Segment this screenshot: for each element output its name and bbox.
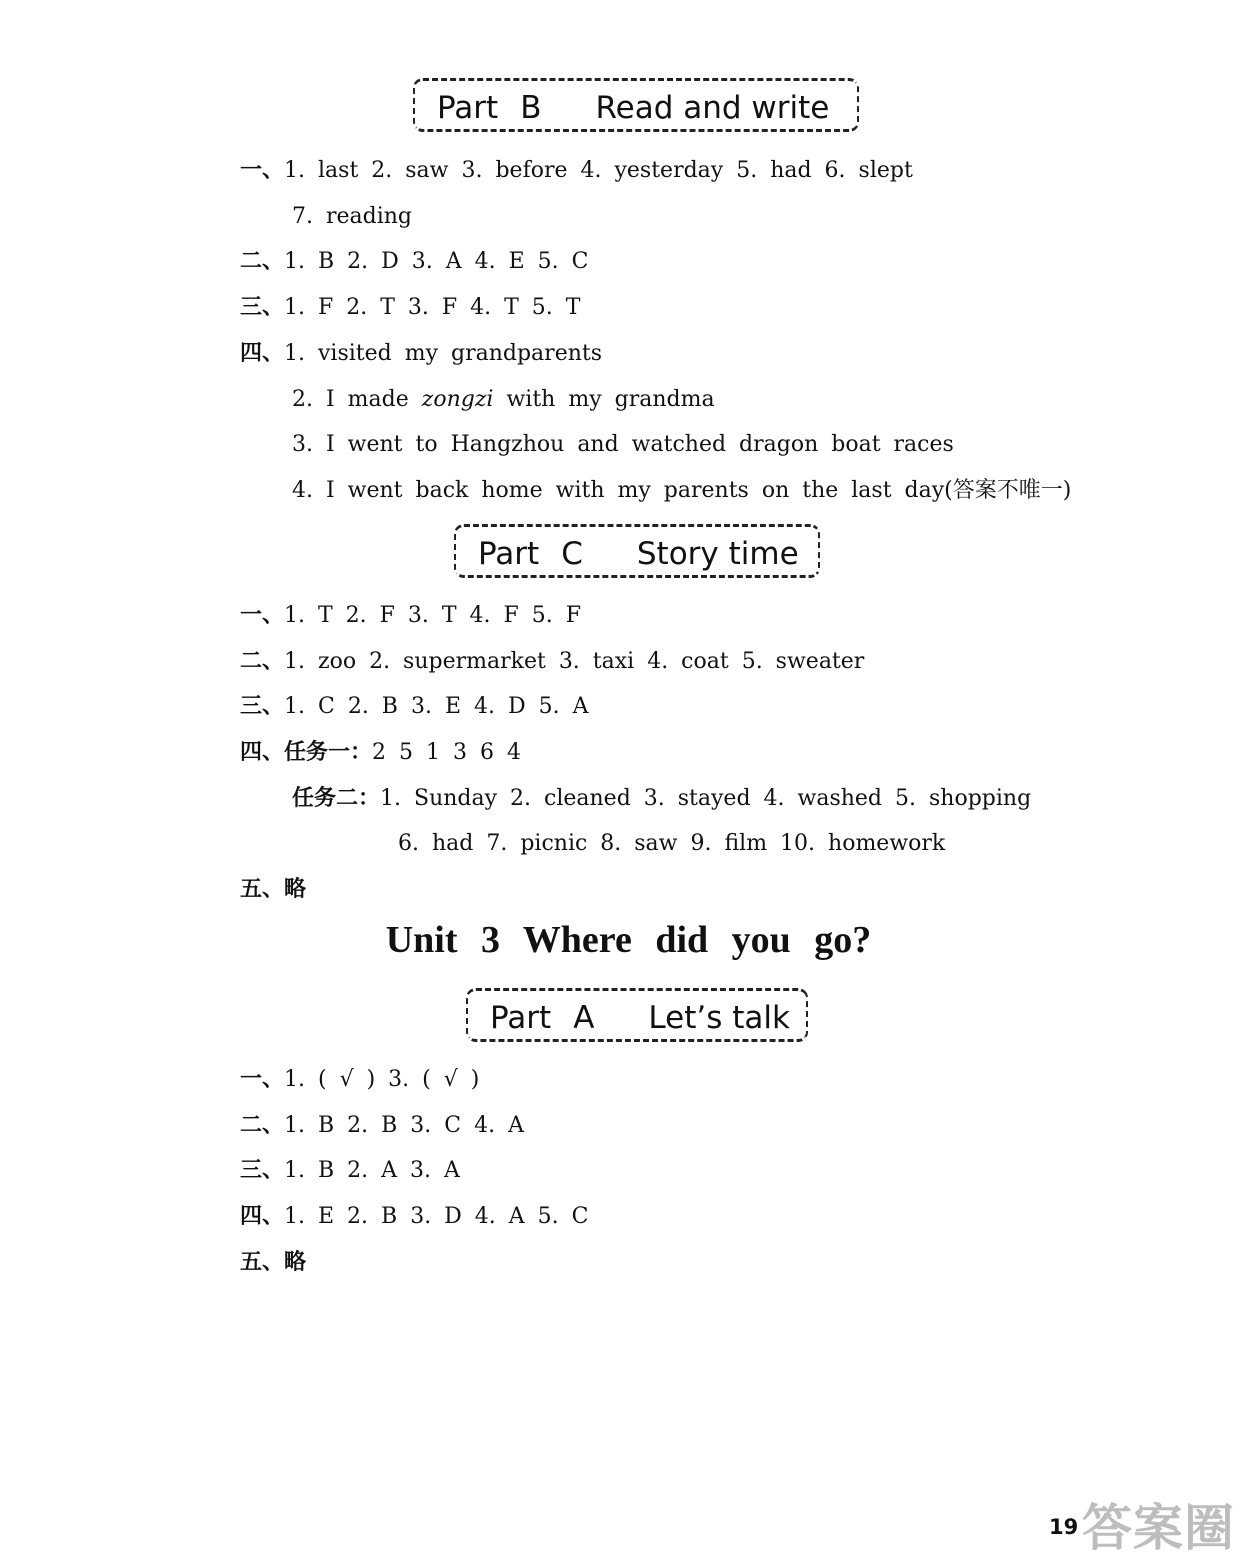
answer-text: 1. E 2. B 3. D 4. A 5. C xyxy=(284,1204,589,1229)
part-a-header xyxy=(466,988,808,1042)
answer-italic-word: zongzi xyxy=(421,387,494,412)
answer-text: 1. Sunday 2. cleaned 3. stayed 4. washed 5. shopping xyxy=(380,786,1032,811)
part-b-q4-4: 4. I went back home with my parents on the last day(答案不唯一) xyxy=(292,478,1072,503)
question-label: 五、 xyxy=(240,877,285,902)
answer-text: with my grandma xyxy=(493,387,715,412)
answer-text: 2. I made xyxy=(292,387,422,412)
question-label: 三、 xyxy=(240,694,285,719)
part-a-q1 xyxy=(240,1065,479,1095)
question-label: 一、 xyxy=(240,1067,285,1092)
part-title: Story time xyxy=(636,536,799,572)
part-c-q3 xyxy=(240,692,589,722)
answer-text: 1. T 2. F 3. T 4. F 5. F xyxy=(284,603,582,628)
part-b-q4-3: 3. I went to Hangzhou and watched dragon boat races xyxy=(292,432,954,457)
question-label: 五、 xyxy=(240,1250,285,1275)
question-label: 四、 xyxy=(240,740,285,765)
answer-text: 1. ( √ ) 3. ( √ ) xyxy=(284,1067,480,1092)
part-letter: B xyxy=(520,90,542,126)
task-label: 任务二： xyxy=(292,786,381,811)
part-b-q1-cont: 7. reading xyxy=(292,204,413,229)
answer-text: 1. F 2. T 3. F 4. T 5. T xyxy=(284,295,581,320)
part-letter: C xyxy=(561,536,583,572)
answer-text: 1. visited my grandparents xyxy=(284,341,603,366)
unit-title: Unit 3 Where did you go? xyxy=(385,919,872,961)
part-c-q4 xyxy=(240,738,521,768)
answer-text: 1. B 2. D 3. A 4. E 5. C xyxy=(284,249,589,274)
part-c-q5 xyxy=(240,875,306,905)
part-b-q1 xyxy=(240,156,913,186)
question-label: 三、 xyxy=(240,295,285,320)
question-label: 四、 xyxy=(240,1204,285,1229)
question-label: 三、 xyxy=(240,1158,285,1183)
part-a-q4 xyxy=(240,1202,589,1232)
part-b-q4-2 xyxy=(292,385,715,415)
part-a-q5 xyxy=(240,1248,306,1278)
question-label: 二、 xyxy=(240,249,285,274)
watermark-logo: 答案圈 xyxy=(1082,1499,1235,1557)
answer-text: 略 xyxy=(284,1250,307,1275)
part-title: Read and write xyxy=(595,90,830,126)
answer-text: 略 xyxy=(284,877,307,902)
part-a-q3 xyxy=(240,1156,460,1186)
part-b-q3 xyxy=(240,293,580,323)
part-word: Part xyxy=(437,90,499,126)
task-label: 任务一： xyxy=(284,740,373,765)
answer-text: 1. zoo 2. supermarket 3. taxi 4. coat 5. sweater xyxy=(284,649,865,674)
part-c-q2 xyxy=(240,647,864,677)
part-c-q4-task2 xyxy=(292,784,1031,814)
part-c-q1 xyxy=(240,601,581,631)
answer-text: 2 5 1 3 6 4 xyxy=(372,740,521,765)
answer-text: 1. B 2. B 3. C 4. A xyxy=(284,1113,524,1138)
part-c-q4-task2-cont: 6. had 7. picnic 8. saw 9. film 10. homework xyxy=(398,831,946,856)
page-number: 19 xyxy=(1049,1515,1079,1539)
part-b-q4 xyxy=(240,339,602,369)
part-word: Part xyxy=(478,536,540,572)
answer-text: 1. B 2. A 3. A xyxy=(284,1158,460,1183)
question-label: 二、 xyxy=(240,649,285,674)
answer-text: 1. last 2. saw 3. before 4. yesterday 5. had 6. slept xyxy=(284,158,913,183)
part-a-q2 xyxy=(240,1111,524,1141)
question-label: 二、 xyxy=(240,1113,285,1138)
part-c-header xyxy=(454,524,820,578)
part-letter: A xyxy=(573,1000,595,1036)
part-title: Let’s talk xyxy=(648,1000,790,1036)
question-label: 四、 xyxy=(240,341,285,366)
part-word: Part xyxy=(490,1000,552,1036)
question-label: 一、 xyxy=(240,158,285,183)
answer-text: 1. C 2. B 3. E 4. D 5. A xyxy=(284,694,589,719)
part-b-header xyxy=(413,78,859,132)
part-b-q2 xyxy=(240,247,589,277)
question-label: 一、 xyxy=(240,603,285,628)
